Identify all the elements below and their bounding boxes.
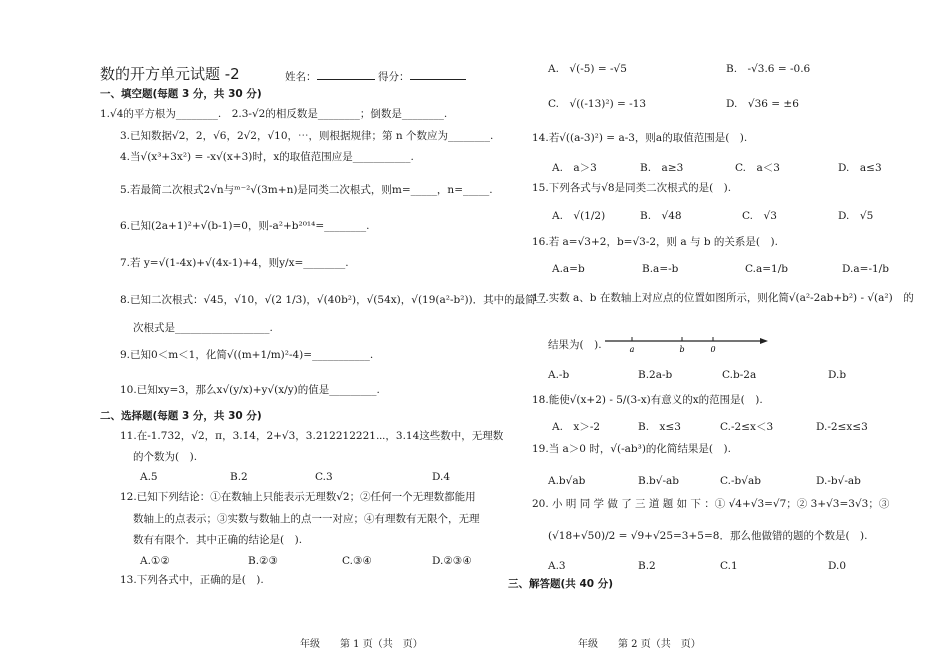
q16-option-a[interactable]: A.a=b (552, 263, 585, 275)
q19-option-b[interactable]: B.b√-ab (638, 475, 679, 487)
page-2-footer: 年级 第 2 页（共 页） (578, 639, 701, 650)
q18-option-b[interactable]: B. x≤3 (638, 421, 681, 433)
q13-option-b[interactable]: B. -√3.6 = -0.6 (726, 63, 811, 75)
section-fill-in-title: 一、填空题(每题 3 分，共 30 分) (100, 88, 262, 100)
question-6: 6.已知(2a+1)²+√(b-1)=0，则-a²+b²⁰¹⁴=________. (120, 220, 370, 232)
question-12-line-2: 数轴上的点表示；③实数与数轴上的点一一对应；④有理数有无限个，无理 (133, 513, 480, 525)
question-8-line-1: 8.已知二次根式：√45，√10，√(2 1/3)，√(40b²)，√(54x)，√(19(a²-b²))．其中的最简二 (120, 294, 547, 306)
q14-option-a[interactable]: A. a＞3 (552, 162, 597, 174)
score-field[interactable] (378, 68, 466, 84)
q20-option-d[interactable]: D.0 (828, 560, 847, 572)
q17-option-b[interactable]: B.2a-b (638, 369, 673, 381)
q14-option-d[interactable]: D. a≤3 (838, 162, 882, 174)
question-13: 13.下列各式中，正确的是( ). (120, 574, 264, 586)
q16-option-b[interactable]: B.a=-b (642, 263, 679, 275)
q14-option-c[interactable]: C. a＜3 (735, 162, 780, 174)
label-b: b (679, 345, 685, 354)
q15-option-b[interactable]: B. √48 (640, 210, 682, 222)
question-7: 7.若 y=√(1-4x)+√(4x-1)+4，则y/x=________. (120, 257, 349, 269)
q14-option-b[interactable]: B. a≥3 (640, 162, 684, 174)
exam-title: 数的开方单元试题 -2 (100, 65, 240, 83)
q17-option-c[interactable]: C.b-2a (722, 369, 757, 381)
question-4: 4.当√(x³+3x²) = -x√(x+3)时，x的取值范围应是___________. (120, 151, 414, 163)
name-blank[interactable] (317, 68, 375, 80)
question-11-line-2: 的个数为( ). (133, 451, 198, 463)
q17-option-a[interactable]: A.-b (548, 369, 570, 381)
question-12-line-3: 数有有限个．其中正确的结论是( ). (133, 534, 303, 546)
question-19: 19.当 a＞0 时，√(-ab³)的化简结果是( ). (532, 443, 731, 455)
score-label: 得分： (378, 71, 410, 83)
question-17-line-1: 17.实数 a、b 在数轴上对应点的位置如图所示，则化简√(a²-2ab+b²) - √(a²) 的 (532, 292, 914, 304)
q12-option-d[interactable]: D.②③④ (432, 555, 472, 567)
question-16: 16.若 a=√3+2，b=√3-2，则 a 与 b 的关系是( ). (532, 236, 778, 248)
q11-option-b[interactable]: B.2 (230, 471, 248, 483)
question-18: 18.能使√(x+2) - 5/(3-x)有意义的x的范围是( ). (532, 394, 763, 406)
section-answer-title: 三、解答题(共 40 分) (508, 578, 614, 590)
number-line-arrow (760, 338, 768, 344)
question-9: 9.已知0＜m＜1，化简√((m+1/m)²-4)=___________. (120, 349, 374, 361)
q13-option-a[interactable]: A. √(-5) = -√5 (548, 63, 627, 75)
q12-option-b[interactable]: B.②③ (248, 555, 278, 567)
q18-option-c[interactable]: C.-2≤x＜3 (720, 421, 774, 433)
q15-option-d[interactable]: D. √5 (838, 210, 874, 222)
q19-option-d[interactable]: D.-b√-ab (816, 475, 861, 487)
section-choice-title: 二、选择题(每题 3 分，共 30 分) (100, 410, 262, 422)
q17-option-d[interactable]: D.b (828, 369, 847, 381)
question-12-line-1: 12.已知下列结论：①在数轴上只能表示无理数√2；②任何一个无理数都能用 (120, 491, 476, 503)
q19-option-c[interactable]: C.-b√ab (720, 475, 761, 487)
q19-option-a[interactable]: A.b√ab (548, 475, 586, 487)
q15-option-a[interactable]: A. √(1/2) (552, 210, 606, 222)
page-1-footer: 年级 第 1 页（共 页） (300, 639, 423, 650)
q18-option-d[interactable]: D.-2≤x≤3 (816, 421, 868, 433)
question-17-line-2: 结果为( ). (548, 339, 602, 351)
question-8-line-2: 次根式是__________________. (133, 322, 273, 334)
q13-option-d[interactable]: D. √36 = ±6 (726, 98, 799, 110)
question-20-line-2: (√18+√50)/2 = √9+√25=3+5=8．那么他做错的题的个数是( ). (548, 530, 868, 542)
q20-option-b[interactable]: B.2 (638, 560, 656, 572)
question-15: 15.下列各式与√8是同类二次根式的是( ). (532, 182, 732, 194)
label-a: a (629, 345, 635, 354)
name-field[interactable] (285, 68, 375, 84)
question-10: 10.已知xy=3，那么x√(y/x)+y√(x/y)的值是_________. (120, 384, 380, 396)
question-20-line-1: 20. 小 明 同 学 做 了 三 道 题 如 下 ：① √4+√3=√7；② 3+√3=3√3；③ (532, 498, 890, 510)
q15-option-c[interactable]: C. √3 (742, 210, 777, 222)
question-14: 14.若√((a-3)²) = a-3，则a的取值范围是( ). (532, 132, 748, 144)
score-blank[interactable] (410, 68, 466, 80)
q16-option-d[interactable]: D.a=-1/b (842, 263, 889, 275)
question-3: 3.已知数据√2，2，√6，2√2，√10，⋯，则根据规律；第 n 个数应为________. (120, 130, 494, 142)
q11-option-d[interactable]: D.4 (432, 471, 451, 483)
question-5: 5.若最简二次根式2√n与ᵐ⁻²√(3m+n)是同类二次根式，则m=_____，n=_____. (120, 184, 493, 196)
q12-option-a[interactable]: A.①② (140, 555, 170, 567)
q13-option-c[interactable]: C. √((-13)²) = -13 (548, 98, 647, 110)
q11-option-c[interactable]: C.3 (315, 471, 333, 483)
name-label: 姓名： (285, 71, 317, 83)
question-1-2: 1.√4的平方根为________. 2.3-√2的相反数是________；倒数是________. (100, 108, 448, 120)
q11-option-a[interactable]: A.5 (140, 471, 158, 483)
question-11-line-1: 11.在-1.732，√2，π，3.1̇4̇，2+√3，3.212212221⋯，3.14这些数中，无理数 (120, 430, 504, 442)
number-line-figure (605, 332, 775, 356)
q20-option-a[interactable]: A.3 (548, 560, 566, 572)
q20-option-c[interactable]: C.1 (720, 560, 738, 572)
label-zero: 0 (710, 345, 716, 354)
q16-option-c[interactable]: C.a=1/b (745, 263, 788, 275)
q18-option-a[interactable]: A. x＞-2 (552, 421, 601, 433)
q12-option-c[interactable]: C.③④ (342, 555, 372, 567)
